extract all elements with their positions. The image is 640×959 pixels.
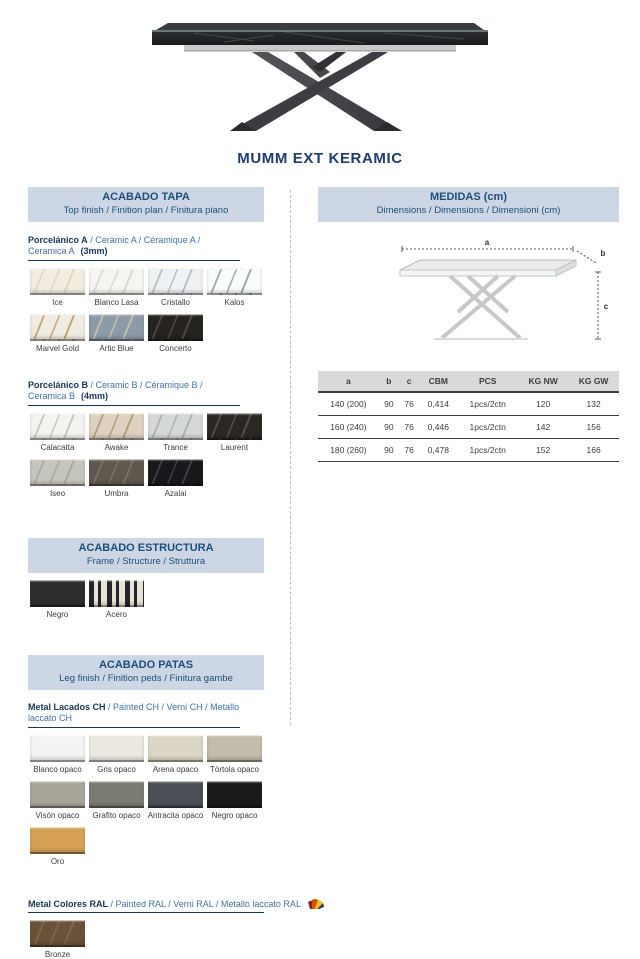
page-title: MUMM EXT KERAMIC bbox=[237, 150, 403, 167]
swatch-label: Trance bbox=[163, 443, 188, 452]
swatch-label: Azalai bbox=[164, 489, 187, 498]
table-cell: 1pcs/2ctn bbox=[457, 392, 518, 416]
dim-label-b: b bbox=[600, 249, 606, 258]
dim-col-header: PCS bbox=[457, 371, 518, 392]
swatch-tile bbox=[30, 827, 85, 854]
swatch-negro-opaco bbox=[205, 781, 264, 820]
section-title: ACABADO ESTRUCTURA bbox=[78, 542, 214, 554]
swatch-tile bbox=[30, 268, 85, 295]
dimensions-diagram bbox=[370, 234, 616, 354]
swatch-visón-opaco bbox=[28, 781, 87, 820]
swatch-label: Bronze bbox=[44, 950, 71, 959]
table-cell: 1pcs/2ctn bbox=[457, 416, 518, 439]
hero-section bbox=[0, 6, 640, 167]
swatch-tile bbox=[148, 314, 203, 341]
swatch-label: Calacatta bbox=[40, 443, 75, 452]
dim-col-header: a bbox=[318, 371, 379, 392]
group-label-rest: / Painted RAL / Verni RAL / Metallo laccato RAL bbox=[108, 899, 301, 909]
dimensions-table-body bbox=[318, 392, 619, 462]
ral-color-fan-icon bbox=[307, 897, 325, 910]
swatch-tile bbox=[207, 735, 262, 762]
swatch-tile bbox=[30, 781, 85, 808]
swatch-cristallo bbox=[146, 268, 205, 307]
swatch-tile bbox=[148, 459, 203, 486]
swatch-arena-opaco bbox=[146, 735, 205, 774]
section-header-frame bbox=[28, 538, 264, 573]
swatch-grid-ral bbox=[28, 913, 264, 959]
table-cell: 76 bbox=[399, 416, 419, 439]
table-cell: 160 (240) bbox=[318, 416, 379, 439]
swatch-grid-legs bbox=[28, 728, 264, 866]
column-divider bbox=[290, 190, 291, 725]
product-image bbox=[134, 6, 506, 144]
swatch-grid-ceramic-b bbox=[28, 406, 264, 498]
swatch-laurent bbox=[205, 413, 264, 452]
swatch-negro bbox=[28, 580, 87, 619]
table-cell: 132 bbox=[568, 392, 619, 416]
swatch-grid-ceramic-a bbox=[28, 261, 264, 353]
group-label-painted-ral bbox=[28, 897, 301, 913]
swatch-tile bbox=[30, 459, 85, 486]
swatch-marvel-gold bbox=[28, 314, 87, 353]
swatch-label: Umbra bbox=[104, 489, 129, 498]
table-cell: 90 bbox=[379, 439, 399, 462]
section-title: MEDIDAS (cm) bbox=[429, 191, 507, 203]
swatch-label: Laurent bbox=[220, 443, 249, 452]
dimensions-table-head bbox=[318, 371, 619, 392]
swatch-tile bbox=[89, 580, 144, 607]
swatch-tile bbox=[148, 781, 203, 808]
swatch-tile bbox=[207, 413, 262, 440]
swatch-label: Antracita opaco bbox=[147, 811, 204, 820]
dim-col-header: KG NW bbox=[518, 371, 568, 392]
swatch-calacatta bbox=[28, 413, 87, 452]
swatch-trance bbox=[146, 413, 205, 452]
swatch-label: Gris opaco bbox=[97, 765, 136, 774]
table-cell: 180 (260) bbox=[318, 439, 379, 462]
swatch-tórtola-opaco bbox=[205, 735, 264, 774]
section-subtitle: Top finish / Finition plan / Finitura piano bbox=[63, 205, 229, 216]
swatch-azalai bbox=[146, 459, 205, 498]
swatch-bronze bbox=[28, 920, 87, 959]
swatch-grid-frame bbox=[28, 573, 264, 619]
swatch-kalos bbox=[205, 268, 264, 307]
table-cell: 142 bbox=[518, 416, 568, 439]
swatch-tile bbox=[207, 781, 262, 808]
group-label-bold: Porcelánico A bbox=[28, 235, 88, 245]
dimensions-column bbox=[318, 187, 619, 462]
dimensions-table-header-row bbox=[318, 371, 619, 392]
swatch-label: Oro bbox=[50, 857, 65, 866]
swatch-tile bbox=[30, 920, 85, 947]
section-subtitle: Dimensions / Dimensions / Dimensioni (cm) bbox=[376, 205, 561, 216]
group-label-ceramic-b bbox=[28, 380, 240, 406]
table-cell: 76 bbox=[399, 439, 419, 462]
swatch-label: Grafito opaco bbox=[92, 811, 141, 820]
group-label-ceramic-a bbox=[28, 235, 240, 261]
swatch-oro bbox=[28, 827, 87, 866]
swatch-tile bbox=[89, 735, 144, 762]
group-label-thickness: (3mm) bbox=[80, 246, 108, 256]
swatch-label: Kalos bbox=[224, 298, 245, 307]
swatch-label: Cristallo bbox=[161, 298, 190, 307]
table-cell: 166 bbox=[568, 439, 619, 462]
group-label-bold: Metal Lacados CH bbox=[28, 702, 106, 712]
swatch-blanco-lasa bbox=[87, 268, 146, 307]
swatch-tile bbox=[30, 580, 85, 607]
swatch-grafito-opaco bbox=[87, 781, 146, 820]
swatch-tile bbox=[89, 268, 144, 295]
swatch-tile bbox=[89, 459, 144, 486]
swatch-acero bbox=[87, 580, 146, 619]
swatch-awake bbox=[87, 413, 146, 452]
group-label-rest: / Ceramic B / Céramique B / Ceramica B bbox=[28, 380, 203, 401]
swatch-antracita-opaco bbox=[146, 781, 205, 820]
group-label-bold: Metal Colores RAL bbox=[28, 899, 109, 909]
swatch-tile bbox=[30, 413, 85, 440]
table-cell: 140 (200) bbox=[318, 392, 379, 416]
swatch-label: Visón opaco bbox=[35, 811, 80, 820]
table-row bbox=[318, 392, 619, 416]
swatch-tile bbox=[207, 268, 262, 295]
table-cell: 156 bbox=[568, 416, 619, 439]
swatch-tile bbox=[30, 314, 85, 341]
group-label-text bbox=[28, 899, 301, 910]
swatch-label: Ice bbox=[52, 298, 63, 307]
swatch-label: Acero bbox=[106, 610, 127, 619]
dim-col-header: b bbox=[379, 371, 399, 392]
swatch-label: Arena opaco bbox=[152, 765, 199, 774]
table-cell: 0,446 bbox=[419, 416, 457, 439]
table-cell: 76 bbox=[399, 392, 419, 416]
swatch-label: Awake bbox=[104, 443, 129, 452]
group-label-bold: Porcelánico B bbox=[28, 380, 89, 390]
swatch-label: Artic Blue bbox=[99, 344, 134, 353]
swatch-artic-blue bbox=[87, 314, 146, 353]
dim-label-a: a bbox=[484, 238, 490, 247]
table-cell: 90 bbox=[379, 392, 399, 416]
table-cell: 152 bbox=[518, 439, 568, 462]
table-row bbox=[318, 439, 619, 462]
swatch-label: Negro bbox=[46, 610, 69, 619]
dim-label-c: c bbox=[603, 302, 609, 311]
swatch-tile bbox=[89, 314, 144, 341]
swatch-label: Marvel Gold bbox=[35, 344, 80, 353]
group-label-rest: / Painted CH / Verni CH / Metallo laccato CH bbox=[28, 702, 240, 723]
dim-col-header: KG GW bbox=[568, 371, 619, 392]
swatch-label: Iseo bbox=[49, 489, 66, 498]
table-cell: 0,414 bbox=[419, 392, 457, 416]
swatch-tile bbox=[30, 735, 85, 762]
dimensions-diagram-wrap bbox=[370, 234, 619, 359]
swatch-tile bbox=[89, 781, 144, 808]
swatch-ice bbox=[28, 268, 87, 307]
swatch-label: Blanco Lasa bbox=[94, 298, 139, 307]
dim-col-header: CBM bbox=[419, 371, 457, 392]
section-subtitle: Leg finish / Finition peds / Finitura gambe bbox=[59, 673, 233, 684]
swatch-blanco-opaco bbox=[28, 735, 87, 774]
group-label-thickness: (4mm) bbox=[81, 391, 109, 401]
swatch-tile bbox=[148, 268, 203, 295]
section-subtitle: Frame / Structure / Struttura bbox=[86, 556, 206, 567]
table-cell: 90 bbox=[379, 416, 399, 439]
dimensions-table bbox=[318, 371, 619, 462]
section-header-legs bbox=[28, 655, 264, 690]
swatch-tile bbox=[89, 413, 144, 440]
swatch-tile bbox=[148, 735, 203, 762]
section-header-dimensions bbox=[318, 187, 619, 222]
swatch-label: Concerto bbox=[159, 344, 192, 353]
table-cell: 1pcs/2ctn bbox=[457, 439, 518, 462]
swatch-gris-opaco bbox=[87, 735, 146, 774]
section-title: ACABADO PATAS bbox=[98, 659, 194, 671]
section-header-top-finish bbox=[28, 187, 264, 222]
table-row bbox=[318, 416, 619, 439]
swatch-umbra bbox=[87, 459, 146, 498]
swatch-label: Negro opaco bbox=[211, 811, 258, 820]
group-label-rest: / Ceramic A / Céramique A / Ceramica A bbox=[28, 235, 201, 256]
swatch-iseo bbox=[28, 459, 87, 498]
swatch-label: Tórtola opaco bbox=[210, 765, 259, 774]
swatch-tile bbox=[148, 413, 203, 440]
group-label-painted-ch bbox=[28, 702, 240, 728]
dim-col-header: c bbox=[399, 371, 419, 392]
finishes-column bbox=[28, 187, 301, 959]
swatch-concerto bbox=[146, 314, 205, 353]
table-cell: 120 bbox=[518, 392, 568, 416]
swatch-label: Blanco opaco bbox=[33, 765, 82, 774]
table-cell: 0,478 bbox=[419, 439, 457, 462]
section-title: ACABADO TAPA bbox=[102, 191, 190, 203]
